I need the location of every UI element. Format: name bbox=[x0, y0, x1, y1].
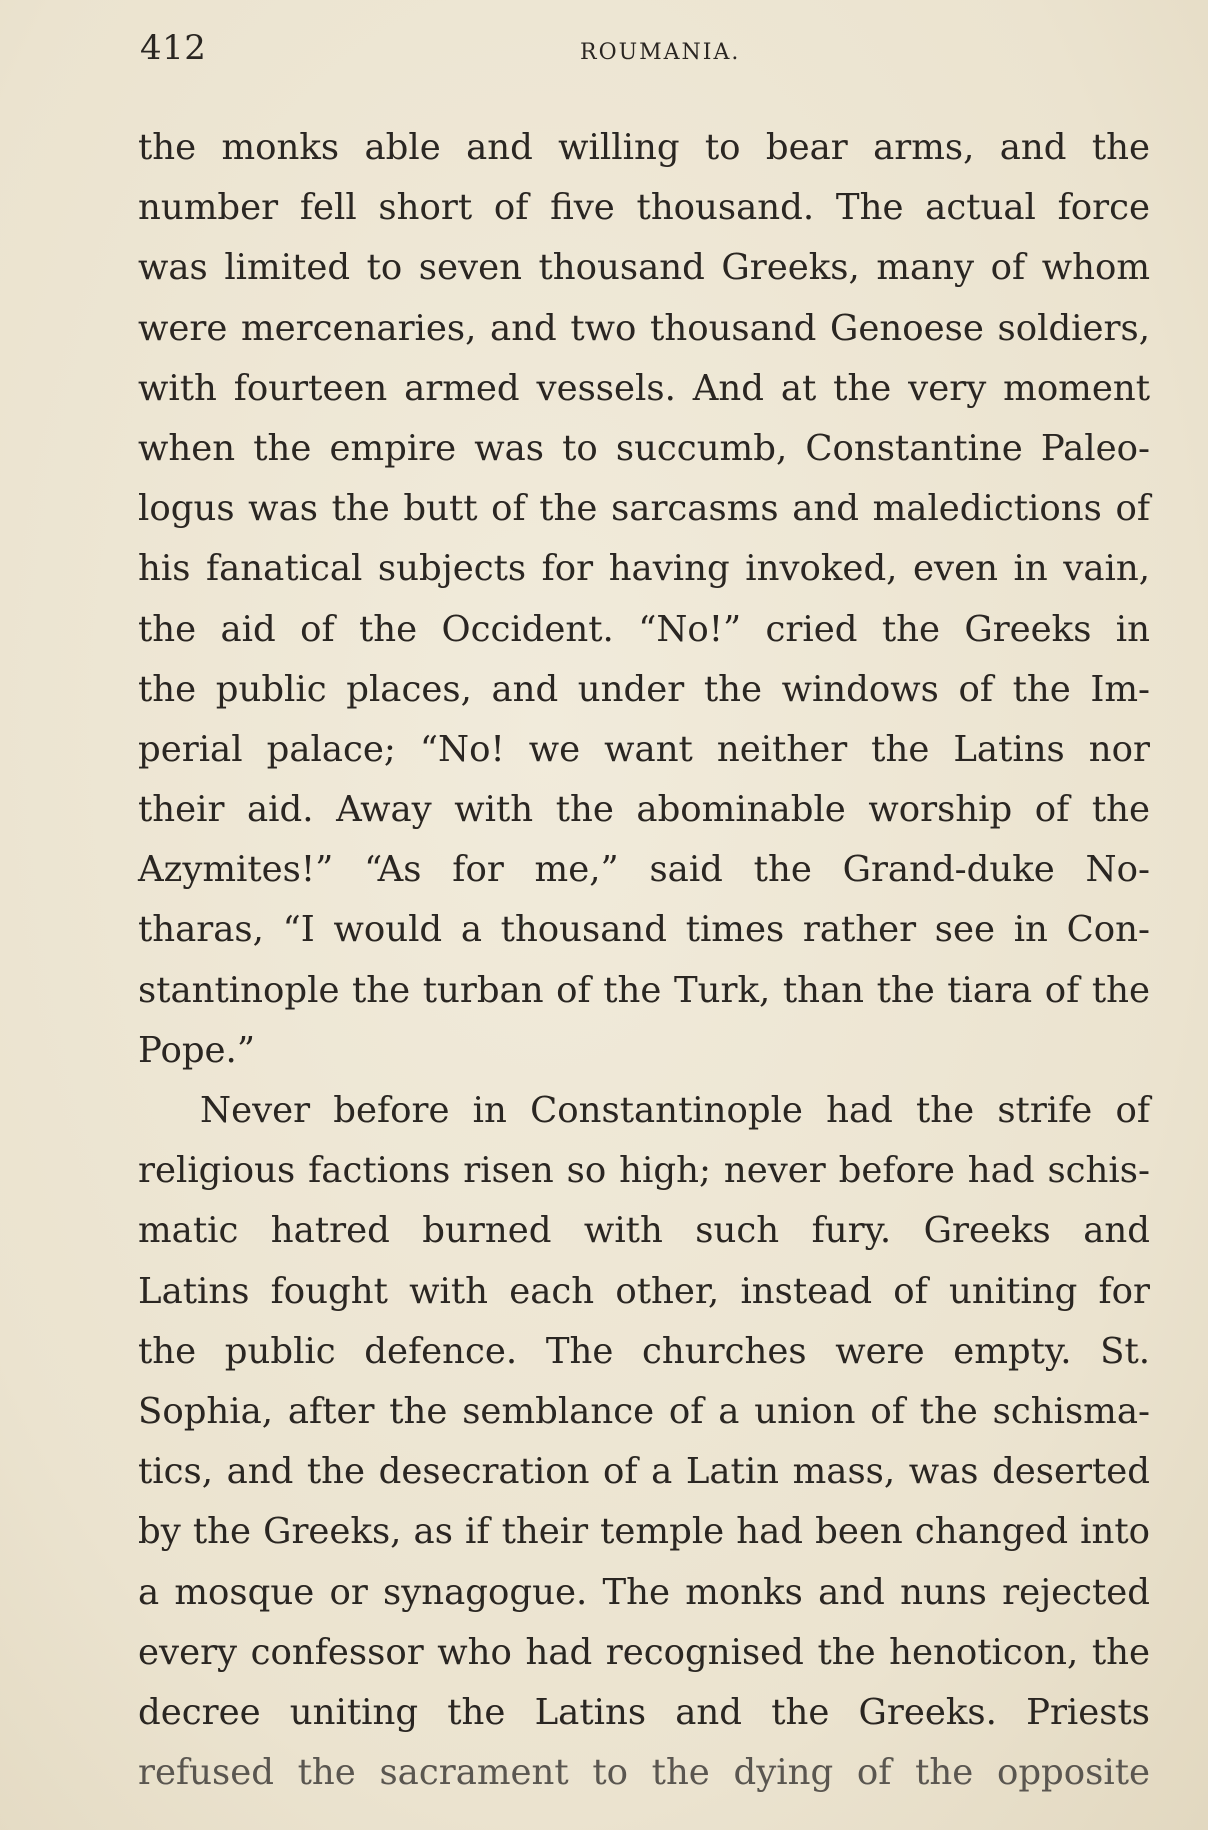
text-line: Pope.” bbox=[138, 1029, 255, 1071]
text-line: every confessor who had recognised the henoticon, the bbox=[138, 1631, 1150, 1673]
text-line: decree uniting the Latins and the Greeks. Priests bbox=[138, 1691, 1150, 1733]
text-line: matic hatred burned with such fury. Greeks and bbox=[138, 1210, 1150, 1252]
text-line: was limited to seven thousand Greeks, many of whom bbox=[138, 247, 1150, 289]
text-line: their aid. Away with the abominable worship of the bbox=[138, 789, 1150, 831]
running-head bbox=[140, 28, 1150, 78]
text-line: were mercenaries, and two thousand Genoese soldiers, bbox=[138, 307, 1150, 349]
text-line: the monks able and willing to bear arms, and the bbox=[138, 127, 1150, 168]
text-line: perial palace; “No! we want neither the Latins nor bbox=[138, 728, 1150, 770]
text-line: Sophia, after the semblance of a union of the schisma- bbox=[138, 1390, 1150, 1432]
text-line: logus was the butt of the sarcasms and maledictions of bbox=[138, 488, 1150, 530]
text-line: the public places, and under the windows of the Im- bbox=[138, 668, 1150, 710]
text-line: Azymites!” “As for me,” said the Grand-duke No- bbox=[138, 849, 1150, 891]
text-line: the public defence. The churches were empty. St. bbox=[138, 1330, 1150, 1372]
text-line: number fell short of five thousand. The actual force bbox=[138, 187, 1150, 229]
text-line: tics, and the desecration of a Latin mass, was deserted bbox=[138, 1451, 1150, 1493]
page-number: 412 bbox=[140, 28, 207, 68]
text-line: Latins fought with each other, instead of uniting for bbox=[138, 1270, 1150, 1312]
text-line: the aid of the Occident. “No!” cried the Greeks in bbox=[138, 608, 1150, 650]
text-line: with fourteen armed vessels. And at the very moment bbox=[138, 367, 1150, 409]
text-line: a mosque or synagogue. The monks and nuns rejected bbox=[138, 1571, 1150, 1613]
text-line: by the Greeks, as if their temple had been changed into bbox=[138, 1511, 1150, 1553]
text-line: his fanatical subjects for having invoked, even in vain, bbox=[138, 548, 1150, 590]
text-line: stantinople the turban of the Turk, than the tiara of the bbox=[138, 969, 1150, 1011]
body-text bbox=[138, 118, 1150, 1803]
text-line: when the empire was to succumb, Constantine Paleo- bbox=[138, 427, 1150, 469]
text-line: tharas, “I would a thousand times rather see in Con- bbox=[138, 909, 1150, 951]
text-line: Never before in Constantinople had the strife of bbox=[200, 1090, 1150, 1131]
text-line: religious factions risen so high; never before had schis- bbox=[138, 1150, 1150, 1192]
text-line: refused the sacrament to the dying of the opposite bbox=[138, 1752, 1150, 1794]
running-title: ROUMANIA. bbox=[580, 40, 741, 65]
